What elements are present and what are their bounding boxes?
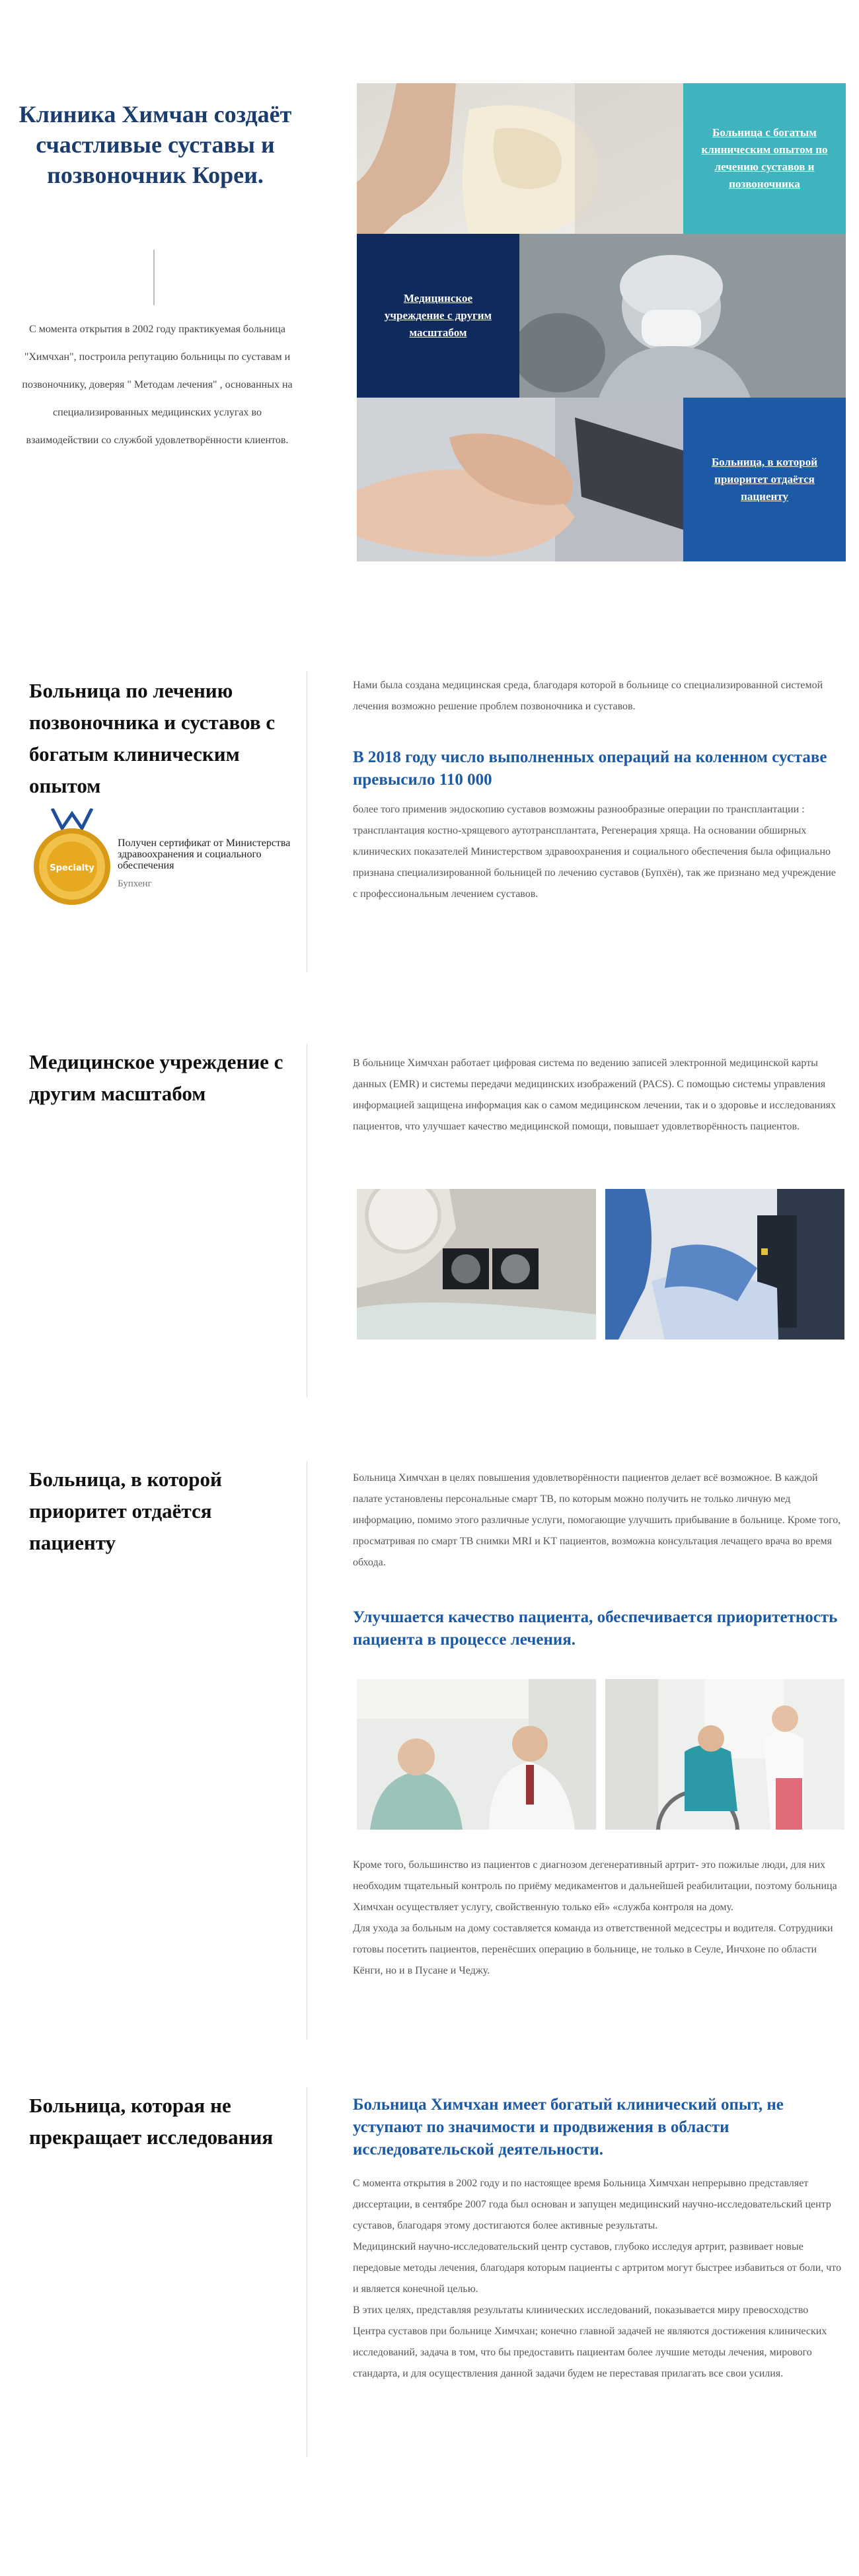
ct-scanner-photo (357, 1189, 596, 1340)
hero-image-grid (357, 83, 846, 561)
scale-panel[interactable] (357, 234, 519, 398)
doctor-consultation-photo (357, 1679, 596, 1830)
research-p2: Медицинский научно-исследовательский центр суставов, глубоко исследуя артрит, развивает новые передовые методы лечения, благодаря которым пациенты с артритом могут быстрее избавиться от боли, что и является конечной целью. (353, 2241, 842, 2295)
experience-panel[interactable] (683, 83, 846, 234)
surgeons-photo (519, 234, 846, 398)
section-experience-title: Больница по лечению позвоночника и суставов с богатым клиническим опытом (29, 679, 276, 797)
experience-detail: более того применив эндоскопию суставов возможны разнообразные операции по трансплантации : трансплантация костно-хрящевого аутотрансплантата, Регенерация хряща. На основании обширных клинических показателей Министерством здравоохранения и социального обеспечения была официально признана специализированной больницей по лечению суставов (Бупхён), так же признано мед учреждение с профессиональным лечением суставов. (353, 804, 836, 900)
patient-panel[interactable] (683, 398, 846, 561)
patient-care-p2: Для ухода за больным на дому составляется команда из ответственной медсестры и водителя. Сотрудники готовы посетить пациентов, перенёсших операцию в больнице, не только в Сеуле, Инчхоне по области Кёнги, но и в Пусане и Чеджу. (353, 1923, 833, 1976)
wheelchair-nurse-photo (605, 1679, 844, 1830)
experience-highlight: В 2018 году число выполненных операций на коленном суставе превысило 110 000 (353, 748, 827, 789)
research-highlight: Больница Химчхан имеет богатый клинический опыт, не уступают по значимости и продвижения в области исследовательской деятельности. (353, 2096, 784, 2159)
knee-model-photo (357, 83, 683, 234)
research-p3: В этих целях, представляя результаты клинических исследований, показывается миру превосходство Центра суставов при больнице Химчхан; конечно главной задачей не являются достижения клинических исследований, задача в том, что бы предоставить пациентам более лучшие методы лечения, мирового стандарта, и для осуществления данной задачи будем не переставая прилагать все свои усилия. (353, 2305, 827, 2379)
holding-hands-photo (357, 398, 683, 561)
patient-care-p1: Кроме того, большинство из пациентов с диагнозом дегенеративный артрит- это пожилые люди, для них необходим тщательный контроль по приёму медикаментов и дальнейшей реабилитации, поэтому больница Химчхан осуществляет услугу, свойственную только ей» «служба контроля на дому. (353, 1859, 837, 1913)
certificate-medal-icon (29, 808, 115, 911)
research-text (353, 2173, 842, 2384)
experience-intro: Нами была создана медицинская среда, благодаря которой в больнице со специализированной системой лечения возможно решение проблем позвоночника и суставов. (353, 680, 823, 712)
scale-description: В больнице Химчхан работает цифровая система по ведению записей электронной медицинской карты данных (EMR) и системы передачи медицинских изображений (PACS). С помощью системы управления информацией защищена информация как о самом медицинском лечении, так и о здоровье и исследованиях пациентов, что улучшает качество медицинской помощи, повышает удовлетворённость пациентов. (353, 1057, 836, 1132)
research-p1: С момента открытия в 2002 году и по настоящее время Больница Химчхан непрерывно представляет диссертации, в сентябре 2007 года был основан и запущен медицинский научно-исследовательский центр суставов, благодаря этому достигаются более активные результаты. (353, 2178, 831, 2231)
section-research-title: Больница, которая не прекращает исследования (29, 2094, 274, 2149)
hero-description: С момента открытия в 2002 году практикуемая больница "Химчхан", построила репутацию больницы по суставам и позвоночнику, доверяя " Методам лечения" , основанных на специализированных медицинских услугах во взаимодействии со службой удовлетворённости клиентов. (22, 324, 293, 446)
certificate-subtitle: Бупхенг (118, 878, 152, 889)
patient-intro: Больница Химчхан в целях повышения удовлетворённости пациентов делает всё возможное. В каждой палате установлены персональные смарт ТВ, по которым можно получить не только личную мед информацию, помимо этого различные услуги, помогающие улучшить прибывание в больнице. Кроме того, просматривая по смарт ТВ снимки MRI и KT пациентов, возможна консультация лечащего врача во время обхода. (353, 1472, 841, 1568)
patient-panel-link[interactable]: Больница, в которой приоритет отдаётся пациенту (711, 456, 818, 503)
certificate-text: Получен сертификат от Министерства здравоохранения и социального обеспечения (118, 838, 291, 871)
section-scale-title: Медицинское учреждение с другим масштабом (29, 1050, 283, 1105)
patient-highlight: Улучшается качество пациента, обеспечивается приоритетность пациента в процессе лечения. (353, 1608, 838, 1649)
experience-panel-link[interactable]: Больница с богатым клиническим опытом по лечению суставов и позвоночника (701, 126, 828, 190)
hero-divider (153, 250, 155, 305)
scale-panel-link[interactable]: Медицинское учреждение с другим масштабом (384, 292, 492, 339)
hero-title: Клиника Химчан создаёт счастливые суставы и позвоночник Кореи. (19, 101, 292, 188)
certificate-badge-text: Specialty (50, 863, 94, 873)
patient-care-text (353, 1855, 842, 1982)
section-patient-title: Больница, в которой приоритет отдаётся пациенту (29, 1468, 222, 1554)
mri-scan-photo (605, 1189, 844, 1340)
